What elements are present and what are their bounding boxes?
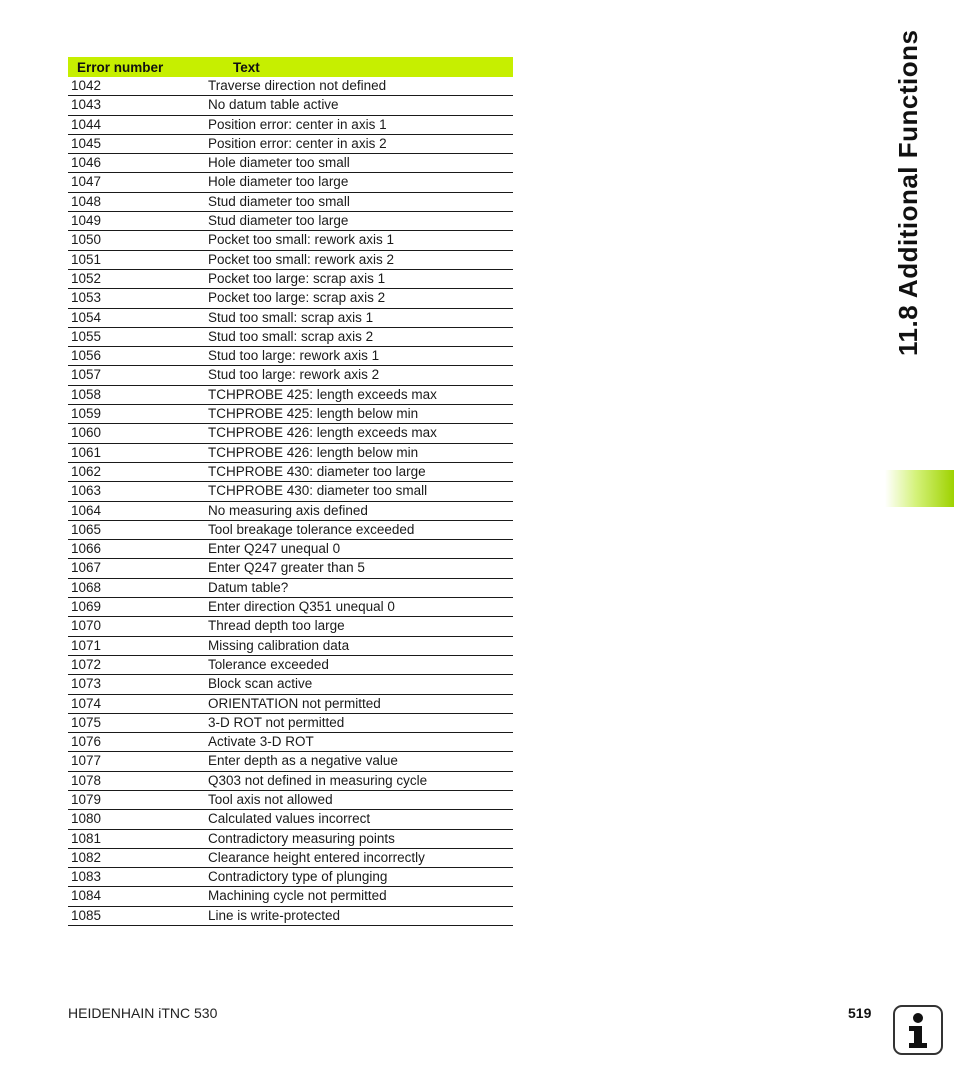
- table-row: [68, 655, 513, 674]
- error-number-cell: 1075: [68, 713, 208, 732]
- error-number-cell: 1067: [68, 559, 208, 578]
- table-row: [68, 771, 513, 790]
- table-row: [68, 887, 513, 906]
- error-number-cell: 1071: [68, 636, 208, 655]
- error-number-cell: 1085: [68, 906, 208, 925]
- error-number-cell: 1059: [68, 405, 208, 424]
- table-row: [68, 790, 513, 809]
- table-row: [68, 96, 513, 115]
- error-text-cell: Traverse direction not defined: [208, 77, 513, 96]
- error-text-cell: Q303 not defined in measuring cycle: [208, 771, 513, 790]
- error-number-cell: 1053: [68, 289, 208, 308]
- table-row: [68, 540, 513, 559]
- error-text-cell: Clearance height entered incorrectly: [208, 848, 513, 867]
- table-row: [68, 752, 513, 771]
- error-number-cell: 1046: [68, 154, 208, 173]
- error-text-cell: Tolerance exceeded: [208, 655, 513, 674]
- error-text-cell: ORIENTATION not permitted: [208, 694, 513, 713]
- table-row: [68, 482, 513, 501]
- error-number-cell: 1058: [68, 385, 208, 404]
- error-number-cell: 1044: [68, 115, 208, 134]
- error-text-cell: TCHPROBE 430: diameter too small: [208, 482, 513, 501]
- table-row: [68, 733, 513, 752]
- error-text-cell: 3-D ROT not permitted: [208, 713, 513, 732]
- error-text-cell: Missing calibration data: [208, 636, 513, 655]
- table-row: [68, 154, 513, 173]
- error-text-cell: Stud diameter too small: [208, 192, 513, 211]
- column-header-error-number: Error number: [68, 57, 208, 77]
- error-number-cell: 1051: [68, 250, 208, 269]
- error-text-cell: TCHPROBE 430: diameter too large: [208, 462, 513, 481]
- error-text-cell: Contradictory measuring points: [208, 829, 513, 848]
- info-icon: [893, 1005, 943, 1055]
- error-text-cell: TCHPROBE 425: length exceeds max: [208, 385, 513, 404]
- error-number-cell: 1065: [68, 520, 208, 539]
- error-number-cell: 1084: [68, 887, 208, 906]
- error-number-cell: 1081: [68, 829, 208, 848]
- table-row: [68, 192, 513, 211]
- error-text-cell: Block scan active: [208, 675, 513, 694]
- error-rows: [68, 77, 513, 926]
- table-row: [68, 520, 513, 539]
- error-text-cell: No measuring axis defined: [208, 501, 513, 520]
- error-number-cell: 1047: [68, 173, 208, 192]
- error-number-cell: 1069: [68, 598, 208, 617]
- table-row: [68, 405, 513, 424]
- table-row: [68, 250, 513, 269]
- error-table: [68, 57, 513, 926]
- error-text-cell: Enter Q247 unequal 0: [208, 540, 513, 559]
- error-number-cell: 1055: [68, 327, 208, 346]
- page-number: 519: [848, 1005, 872, 1021]
- table-row: [68, 231, 513, 250]
- error-number-cell: 1082: [68, 848, 208, 867]
- error-number-cell: 1061: [68, 443, 208, 462]
- error-number-cell: 1080: [68, 810, 208, 829]
- table-row: [68, 906, 513, 925]
- table-header-row: [68, 57, 513, 77]
- table-row: [68, 713, 513, 732]
- table-row: [68, 77, 513, 96]
- error-number-cell: 1068: [68, 578, 208, 597]
- error-text-cell: Calculated values incorrect: [208, 810, 513, 829]
- error-number-cell: 1043: [68, 96, 208, 115]
- error-text-cell: Tool axis not allowed: [208, 790, 513, 809]
- error-text-cell: Stud too small: scrap axis 2: [208, 327, 513, 346]
- error-number-cell: 1054: [68, 308, 208, 327]
- error-text-cell: Stud too large: rework axis 2: [208, 366, 513, 385]
- error-number-cell: 1066: [68, 540, 208, 559]
- error-text-cell: Stud too large: rework axis 1: [208, 347, 513, 366]
- table-row: [68, 443, 513, 462]
- error-text-cell: Pocket too large: scrap axis 1: [208, 269, 513, 288]
- table-row: [68, 617, 513, 636]
- error-text-cell: TCHPROBE 426: length below min: [208, 443, 513, 462]
- table-row: [68, 501, 513, 520]
- table-row: [68, 848, 513, 867]
- table-row: [68, 598, 513, 617]
- error-text-cell: Activate 3-D ROT: [208, 733, 513, 752]
- table-row: [68, 269, 513, 288]
- error-text-cell: Line is write-protected: [208, 906, 513, 925]
- error-text-cell: Enter direction Q351 unequal 0: [208, 598, 513, 617]
- error-number-cell: 1079: [68, 790, 208, 809]
- error-number-cell: 1052: [68, 269, 208, 288]
- error-text-cell: TCHPROBE 425: length below min: [208, 405, 513, 424]
- error-number-cell: 1050: [68, 231, 208, 250]
- error-text-cell: Stud diameter too large: [208, 212, 513, 231]
- error-text-cell: Position error: center in axis 2: [208, 134, 513, 153]
- error-number-cell: 1060: [68, 424, 208, 443]
- error-number-cell: 1077: [68, 752, 208, 771]
- table-row: [68, 424, 513, 443]
- error-text-cell: Tool breakage tolerance exceeded: [208, 520, 513, 539]
- error-text-cell: Position error: center in axis 1: [208, 115, 513, 134]
- error-number-cell: 1070: [68, 617, 208, 636]
- chapter-tab-marker: [885, 470, 954, 507]
- column-header-text: Text: [208, 57, 513, 77]
- table-row: [68, 694, 513, 713]
- table-row: [68, 327, 513, 346]
- error-text-cell: TCHPROBE 426: length exceeds max: [208, 424, 513, 443]
- error-text-cell: Hole diameter too large: [208, 173, 513, 192]
- info-glyph-icon: [895, 1007, 941, 1053]
- chapter-side-title: 11.8 Additional Functions: [893, 29, 923, 356]
- error-text-cell: Stud too small: scrap axis 1: [208, 308, 513, 327]
- error-number-cell: 1042: [68, 77, 208, 96]
- error-number-cell: 1049: [68, 212, 208, 231]
- error-number-cell: 1072: [68, 655, 208, 674]
- error-text-cell: Pocket too small: rework axis 1: [208, 231, 513, 250]
- table-row: [68, 675, 513, 694]
- error-number-cell: 1045: [68, 134, 208, 153]
- table-row: [68, 462, 513, 481]
- error-number-cell: 1057: [68, 366, 208, 385]
- error-number-cell: 1063: [68, 482, 208, 501]
- table-row: [68, 173, 513, 192]
- error-number-cell: 1078: [68, 771, 208, 790]
- table-row: [68, 308, 513, 327]
- table-row: [68, 385, 513, 404]
- table-row: [68, 212, 513, 231]
- table-row: [68, 636, 513, 655]
- footer-product-name: HEIDENHAIN iTNC 530: [68, 1005, 218, 1021]
- error-number-cell: 1073: [68, 675, 208, 694]
- table-row: [68, 347, 513, 366]
- table-row: [68, 559, 513, 578]
- table-row: [68, 810, 513, 829]
- table-row: [68, 289, 513, 308]
- error-text-cell: Hole diameter too small: [208, 154, 513, 173]
- error-text-cell: Enter Q247 greater than 5: [208, 559, 513, 578]
- error-number-cell: 1076: [68, 733, 208, 752]
- error-number-cell: 1048: [68, 192, 208, 211]
- error-number-cell: 1056: [68, 347, 208, 366]
- error-text-cell: Enter depth as a negative value: [208, 752, 513, 771]
- table-row: [68, 115, 513, 134]
- error-text-cell: Contradictory type of plunging: [208, 868, 513, 887]
- error-number-cell: 1083: [68, 868, 208, 887]
- error-number-cell: 1064: [68, 501, 208, 520]
- error-number-cell: 1062: [68, 462, 208, 481]
- table-row: [68, 366, 513, 385]
- error-text-cell: Pocket too large: scrap axis 2: [208, 289, 513, 308]
- table-row: [68, 134, 513, 153]
- table-row: [68, 868, 513, 887]
- error-text-cell: Pocket too small: rework axis 2: [208, 250, 513, 269]
- error-number-cell: 1074: [68, 694, 208, 713]
- error-text-cell: Datum table?: [208, 578, 513, 597]
- error-text-cell: Machining cycle not permitted: [208, 887, 513, 906]
- error-text-cell: No datum table active: [208, 96, 513, 115]
- table-row: [68, 578, 513, 597]
- error-text-cell: Thread depth too large: [208, 617, 513, 636]
- table-row: [68, 829, 513, 848]
